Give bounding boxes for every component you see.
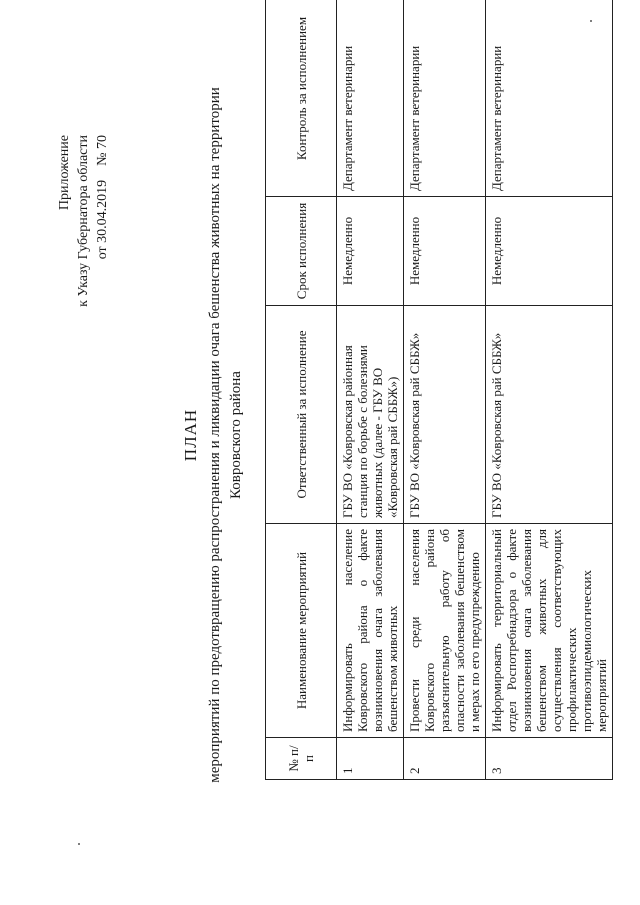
table-header-row — [266, 0, 337, 780]
from-label: от — [95, 246, 110, 260]
row-control: Департамент ветеринарии — [404, 0, 486, 197]
header-number: № п/п — [266, 738, 337, 780]
document-title: ПЛАН — [181, 408, 200, 462]
row-responsible: ГБУ ВО «Ковровская рай СББЖ» — [404, 306, 486, 524]
row-control: Департамент ветеринарии — [337, 0, 404, 197]
appendix-decree-line: к Указу Губернатора области — [76, 135, 91, 307]
row-name: Информировать население Ковровского района о факте возникновения очага заболевания бешенством животных — [337, 524, 404, 738]
document-heading — [180, 85, 247, 785]
table-row — [337, 0, 404, 780]
row-term: Немедленно — [404, 197, 486, 306]
row-number: 1 — [337, 738, 404, 780]
header-responsible: Ответственный за исполнение — [266, 306, 337, 524]
header-name: Наименование мероприятий — [266, 524, 337, 738]
appendix-date-number — [93, 135, 112, 435]
row-responsible: ГБУ ВО «Ковровская рай СББЖ» — [486, 306, 613, 524]
row-number: 2 — [404, 738, 486, 780]
number-label: № — [95, 152, 110, 166]
table-row — [486, 0, 613, 780]
decree-number: 70 — [95, 135, 110, 149]
row-term: Немедленно — [486, 197, 613, 306]
row-term: Немедленно — [337, 197, 404, 306]
row-number: 3 — [486, 738, 613, 780]
row-control: Департамент ветеринарии — [486, 0, 613, 197]
appendix-block — [55, 135, 112, 435]
header-term: Срок исполнения — [266, 197, 337, 306]
plan-table — [265, 0, 613, 780]
row-name: Провести среди населения Ковровского района разъяснительную работу об опасности заболевания бешенством и мерах по его предупреждению — [404, 524, 486, 738]
appendix-title: Приложение — [57, 135, 72, 211]
table-row — [404, 0, 486, 780]
decree-date: 30.04.2019 — [95, 179, 110, 243]
document-subtitle-line2: Ковровского района — [228, 371, 244, 499]
row-name: Информировать территориальный отдел Роспотребнадзора о факте возникновения очага заболевания бешенством животных для осуществления соответствующих профилактических противоэпидемиологических мероприятий — [486, 524, 613, 738]
row-responsible: ГБУ ВО «Ковровская районная станция по борьбе с болезнями животных (далее - ГБУ ВО «Ковровская рай СББЖ») — [337, 306, 404, 524]
scan-speck — [590, 20, 592, 22]
scan-speck — [78, 843, 80, 845]
header-control: Контроль за исполнением — [266, 0, 337, 197]
document-subtitle-line1: мероприятий по предотвращению распространения и ликвидации очага бешенства животных на территории — [207, 87, 223, 783]
